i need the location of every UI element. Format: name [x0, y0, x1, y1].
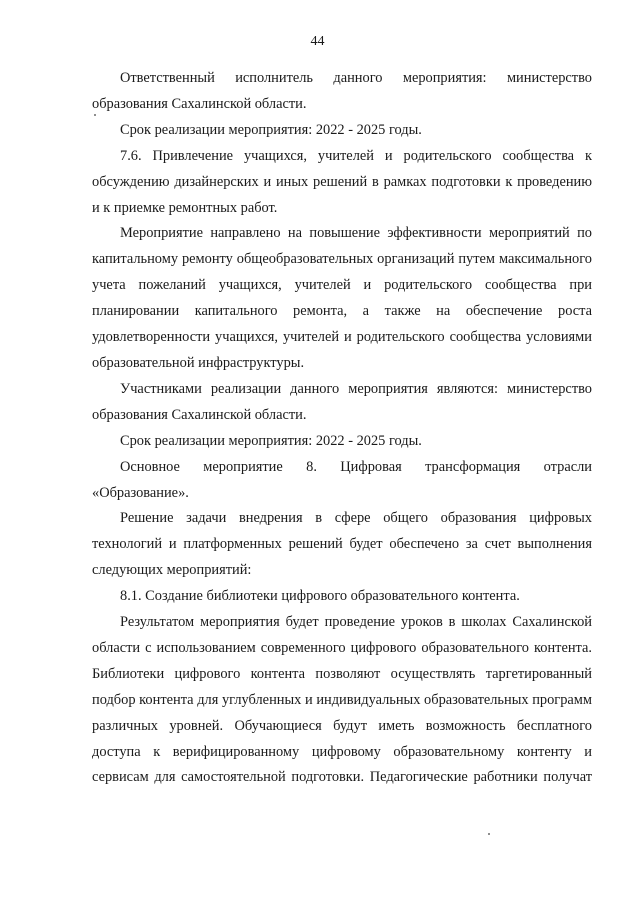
scan-speck	[94, 114, 96, 116]
paragraph-implementation-period-2: Срок реализации мероприятия: 2022 - 2025 годы.	[120, 432, 422, 449]
paragraph-main-activity-8: Основное мероприятие 8. Цифровая трансформация отрасли «Образование».	[92, 458, 592, 501]
paragraph-item-7-6: 7.6. Привлечение учащихся, учителей и родительского сообщества к обсуждению дизайнерских и иных решений в рамках подготовки к проведению и к приемке ремонтных работ.	[92, 147, 592, 216]
paragraph-participants: Участниками реализации данного мероприятия являются: министерство образования Сахалинской области.	[92, 380, 592, 423]
page-body	[92, 66, 592, 791]
paragraph-implementation-period: Срок реализации мероприятия: 2022 - 2025 годы.	[120, 121, 422, 138]
scan-speck	[488, 833, 490, 835]
paragraph-activity-purpose: Мероприятие направлено на повышение эффективности мероприятий по капитальному ремонту общеобразовательных организаций путем максимального учета пожеланий учащихся, учителей и родительского сообщества при планировании капитального ремонта, а также на обеспечение роста удовлетворенности учащихся, учителей и родительского сообщества условиями образовательной инфраструктуры.	[92, 225, 592, 371]
paragraph-result: Результатом мероприятия будет проведение уроков в школах Сахалинской области с использованием современного цифрового образовательного контента. Библиотеки цифрового контента позволяют осуществлять таргетированный подбор контента для углубленных и индивидуальных образовательных программ различных уровней. Обучающиеся будут иметь возможность бесплатного доступа к верифицированному цифровому образовательному контенту и сервисам для самостоятельной подготовки. Педагогические работники получат	[92, 614, 592, 786]
page-number: 44	[310, 34, 325, 49]
paragraph-item-8-1: 8.1. Создание библиотеки цифрового образовательного контента.	[120, 588, 520, 605]
paragraph-responsible-executor: Ответственный исполнитель данного мероприятия: министерство образования Сахалинской области.	[92, 70, 592, 112]
paragraph-task-solution: Решение задачи внедрения в сфере общего образования цифровых технологий и платформенных решений будет обеспечено за счет выполнения следующих мероприятий:	[92, 510, 592, 579]
